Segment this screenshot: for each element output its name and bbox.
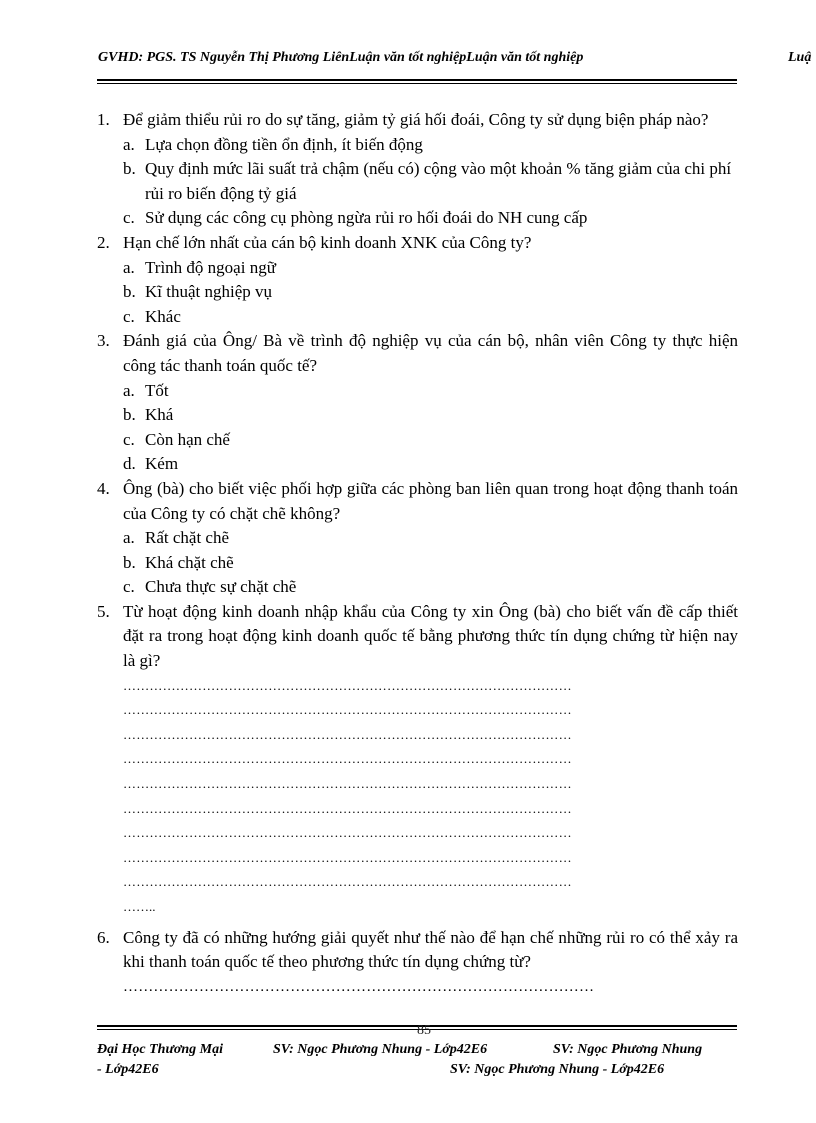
footer-student: SV: Ngọc Phương Nhung — [553, 1042, 703, 1057]
option-text: Kĩ thuật nghiệp vụ — [145, 282, 273, 302]
answer-line[interactable]: ………………………………………………………………………………… — [123, 978, 595, 995]
footer-student: SV: Ngọc Phương Nhung - Lớp42E6 — [450, 1062, 665, 1077]
page-header — [98, 46, 816, 72]
answer-line[interactable]: ………………………………………………………………………………………… — [123, 726, 572, 742]
option-1a — [97, 133, 738, 158]
header-text: GVHD: PGS. TS Nguyễn Thị Phương LiênLuận văn tốt nghiệpLuận văn tốt nghiệp — [98, 50, 584, 65]
answer-line[interactable]: ………………………………………………………………………………………… — [123, 825, 572, 841]
question-5 — [97, 600, 738, 674]
option-4a — [97, 526, 738, 551]
question-number: 3. — [97, 331, 110, 351]
option-letter: a. — [123, 257, 135, 277]
question-number: 2. — [97, 232, 110, 252]
answer-line[interactable]: ………………………………………………………………………………………… — [123, 751, 572, 767]
answer-line[interactable]: ………………………………………………………………………………………… — [123, 800, 572, 816]
question-text: Hạn chế lớn nhất của cán bộ kinh doanh XNK của Công ty? — [123, 232, 532, 252]
option-text: Chưa thực sự chặt chẽ — [145, 577, 297, 597]
option-1b — [97, 157, 738, 206]
option-4c — [97, 575, 738, 600]
answer-line[interactable]: ………………………………………………………………………………………… — [123, 849, 572, 865]
answer-line[interactable]: ………………………………………………………………………………………… — [123, 677, 572, 693]
option-2b — [97, 280, 738, 305]
answer-line-end[interactable]: …….. — [123, 899, 156, 914]
question-text: Đánh giá của Ông/ Bà về trình độ nghiệp vụ của cán bộ, nhân viên Công ty thực hiện công tác thanh toán quốc tế? — [123, 331, 738, 375]
option-text: Sử dụng các công cụ phòng ngừa rủi ro hối đoái do NH cung cấp — [145, 208, 588, 228]
question-text: Ông (bà) cho biết việc phối hợp giữa các phòng ban liên quan trong hoạt động thanh toán của Công ty có chặt chẽ không? — [123, 478, 738, 523]
header-rule-thick — [97, 79, 737, 81]
option-letter: c. — [123, 208, 135, 228]
question-2 — [97, 231, 738, 256]
question-number: 4. — [97, 478, 110, 498]
option-letter: a. — [123, 528, 135, 548]
option-text: Kém — [145, 454, 179, 474]
answer-line[interactable]: ………………………………………………………………………………………… — [123, 702, 572, 718]
option-text: Lựa chọn đồng tiền ổn định, ít biến động — [145, 134, 423, 154]
option-4b — [97, 551, 738, 576]
option-text: Còn hạn chế — [145, 429, 230, 449]
option-letter: b. — [123, 159, 136, 179]
option-text: Khác — [145, 306, 181, 326]
option-letter: b. — [123, 405, 136, 425]
question-number: 5. — [97, 601, 110, 621]
option-text: Khá — [145, 405, 174, 425]
question-3 — [97, 329, 738, 378]
question-4 — [97, 477, 738, 526]
option-2a — [97, 256, 738, 281]
option-letter: c. — [123, 306, 135, 326]
footer-school: Đại Học Thương Mại — [97, 1042, 223, 1057]
question-number: 6. — [97, 927, 110, 947]
question-1 — [97, 108, 738, 133]
footer-student: SV: Ngọc Phương Nhung - Lớp42E6 — [273, 1042, 488, 1057]
option-letter: a. — [123, 134, 135, 154]
option-3b — [97, 403, 738, 428]
answer-line[interactable]: ………………………………………………………………………………………… — [123, 776, 572, 792]
question-text: Để giảm thiểu rủi ro do sự tăng, giảm tỷ giá hối đoái, Công ty sử dụng biện pháp nào? — [123, 110, 709, 129]
question-6 — [97, 926, 738, 975]
option-text: Rất chặt chẽ — [145, 528, 230, 548]
option-text: Quy định mức lãi suất trả chậm (nếu có) cộng vào một khoản % tăng giảm của chi phí rủi ro biến động tỷ giá — [145, 159, 732, 203]
option-2c — [97, 305, 738, 330]
header-rule-thin — [97, 83, 737, 84]
option-1c — [97, 206, 738, 231]
option-letter: b. — [123, 282, 136, 302]
option-letter: c. — [123, 429, 135, 449]
answer-line[interactable]: ………………………………………………………………………………………… — [123, 874, 572, 890]
option-3a — [97, 379, 738, 404]
option-text: Trình độ ngoại ngữ — [145, 257, 276, 277]
option-text: Tốt — [145, 380, 169, 400]
option-letter: d. — [123, 454, 136, 474]
page-number: 85 — [417, 1023, 431, 1038]
question-text: Từ hoạt động kinh doanh nhập khẩu của Công ty xin Ông (bà) cho biết vấn đề cấp thiết đặt ra trong hoạt động kinh doanh quốc tế bằng phương thức tín dụng chứng từ hiện nay là gì? — [123, 601, 738, 671]
option-letter: b. — [123, 552, 136, 572]
option-3c — [97, 428, 738, 453]
question-text: Công ty đã có những hướng giải quyết như thế nào để hạn chế những rủi ro có thể xảy ra khi thanh toán quốc tế theo phương thức tín dụng chứng từ? — [123, 927, 738, 972]
footer-student-cont: - Lớp42E6 — [97, 1062, 159, 1077]
option-letter: c. — [123, 577, 135, 597]
option-letter: a. — [123, 380, 135, 400]
header-text-truncated: Luậ — [788, 50, 812, 65]
option-3d — [97, 452, 738, 477]
question-number: 1. — [97, 110, 110, 129]
option-text: Khá chặt chẽ — [145, 552, 234, 572]
questionnaire-body — [97, 108, 738, 999]
